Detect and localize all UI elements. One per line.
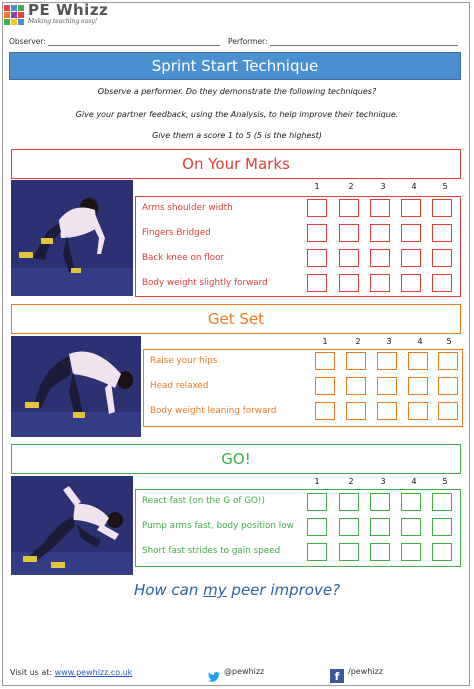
- twitter-icon[interactable]: [208, 672, 220, 682]
- score-number: 5: [442, 182, 448, 191]
- score-checkbox[interactable]: [370, 493, 390, 511]
- criterion-label: Arms shoulder width: [142, 203, 233, 213]
- score-checkbox[interactable]: [408, 377, 428, 395]
- score-number: 5: [446, 337, 452, 346]
- on-your-marks-photo: [11, 180, 133, 296]
- score-checkbox[interactable]: [377, 352, 397, 370]
- section-title: GO!: [221, 450, 251, 468]
- criterion-label: React fast (on the G of GO!): [142, 496, 265, 506]
- score-number: 3: [386, 337, 392, 346]
- footer-visit: [10, 668, 132, 677]
- logo-icon: [4, 5, 24, 25]
- score-number: 1: [314, 477, 320, 486]
- score-checkbox[interactable]: [432, 274, 452, 292]
- score-checkbox[interactable]: [339, 224, 359, 242]
- score-checkbox[interactable]: [438, 402, 458, 420]
- score-checkbox[interactable]: [438, 377, 458, 395]
- score-checkbox[interactable]: [307, 224, 327, 242]
- score-checkbox[interactable]: [432, 224, 452, 242]
- section-heading-get-set: [11, 304, 461, 334]
- title-bar: [9, 52, 461, 80]
- score-checkbox[interactable]: [307, 249, 327, 267]
- criterion-label: Short fast strides to gain speed: [142, 546, 281, 556]
- score-checkbox[interactable]: [401, 518, 421, 536]
- score-checkbox[interactable]: [370, 249, 390, 267]
- instruction-1: Observe a performer. Do they demonstrate the following techniques?: [97, 87, 377, 96]
- score-number: 2: [348, 182, 354, 191]
- score-checkbox[interactable]: [346, 402, 366, 420]
- score-checkbox[interactable]: [315, 402, 335, 420]
- score-checkbox[interactable]: [401, 493, 421, 511]
- twitter-handle[interactable]: @pewhizz: [224, 667, 265, 676]
- score-number: 4: [411, 477, 417, 486]
- get-set-photo: [11, 336, 141, 437]
- score-checkbox[interactable]: [339, 274, 359, 292]
- score-checkbox[interactable]: [377, 402, 397, 420]
- score-checkbox[interactable]: [346, 352, 366, 370]
- score-checkbox[interactable]: [307, 543, 327, 561]
- score-checkbox[interactable]: [315, 352, 335, 370]
- criterion-label: Body weight slightly forward: [142, 278, 268, 288]
- section-heading-on-your-marks: [11, 149, 461, 179]
- score-checkbox[interactable]: [307, 493, 327, 511]
- score-checkbox[interactable]: [370, 199, 390, 217]
- performer-field[interactable]: [228, 37, 458, 46]
- score-checkbox[interactable]: [339, 199, 359, 217]
- score-checkbox[interactable]: [346, 377, 366, 395]
- score-checkbox[interactable]: [432, 543, 452, 561]
- criterion-label: Body weight leaning forward: [150, 406, 277, 416]
- score-number: 1: [322, 337, 328, 346]
- criterion-label: Raise your hips: [150, 356, 218, 366]
- score-checkbox[interactable]: [307, 518, 327, 536]
- question-underlined-word: my: [203, 581, 227, 599]
- score-checkbox[interactable]: [370, 543, 390, 561]
- score-number: 2: [348, 477, 354, 486]
- score-checkbox[interactable]: [377, 377, 397, 395]
- score-checkbox[interactable]: [432, 249, 452, 267]
- score-number: 5: [442, 477, 448, 486]
- score-checkbox[interactable]: [339, 543, 359, 561]
- go-photo: [11, 476, 133, 575]
- instruction-2: Give your partner feedback, using the Analysis, to help improve their technique.: [75, 110, 399, 119]
- brand-name: PE Whizz: [28, 1, 109, 19]
- score-number: 1: [314, 182, 320, 191]
- score-checkbox[interactable]: [438, 352, 458, 370]
- question-part-2: peer improve?: [226, 581, 341, 599]
- score-number: 4: [417, 337, 423, 346]
- observer-label: Observer:: [9, 37, 46, 46]
- observer-field[interactable]: [9, 37, 220, 46]
- website-link[interactable]: www.pewhizz.co.uk: [54, 668, 133, 677]
- facebook-icon[interactable]: f: [330, 669, 344, 683]
- score-checkbox[interactable]: [307, 274, 327, 292]
- peer-improve-question: [0, 581, 474, 599]
- score-checkbox[interactable]: [401, 274, 421, 292]
- observer-line: [48, 38, 220, 46]
- criterion-label: Head relaxed: [150, 381, 209, 391]
- question-part-1: How can: [133, 581, 204, 599]
- score-checkbox[interactable]: [401, 543, 421, 561]
- score-checkbox[interactable]: [339, 493, 359, 511]
- score-checkbox[interactable]: [401, 199, 421, 217]
- visit-label: Visit us at:: [10, 668, 55, 677]
- criterion-label: Pump arms fast, body position low: [142, 521, 294, 531]
- performer-label: Performer:: [228, 37, 268, 46]
- score-checkbox[interactable]: [408, 402, 428, 420]
- score-checkbox[interactable]: [401, 249, 421, 267]
- score-checkbox[interactable]: [408, 352, 428, 370]
- score-checkbox[interactable]: [370, 274, 390, 292]
- brand-tagline: Making teaching easy!: [28, 18, 98, 25]
- instruction-3: Give them a score 1 to 5 (5 is the highest): [152, 131, 322, 140]
- score-checkbox[interactable]: [401, 224, 421, 242]
- score-checkbox[interactable]: [339, 518, 359, 536]
- section-heading-go: [11, 444, 461, 474]
- criterion-label: Back knee on floor: [142, 253, 225, 263]
- section-title: Get Set: [207, 310, 265, 328]
- criterion-label: Fingers Bridged: [142, 228, 211, 238]
- pe-whizz-logo: [4, 3, 108, 25]
- score-checkbox[interactable]: [315, 377, 335, 395]
- score-number: 4: [411, 182, 417, 191]
- page-title: Sprint Start Technique: [151, 57, 319, 75]
- score-number: 2: [355, 337, 361, 346]
- score-checkbox[interactable]: [432, 493, 452, 511]
- score-checkbox[interactable]: [339, 249, 359, 267]
- section-title: On Your Marks: [182, 155, 290, 173]
- facebook-handle[interactable]: /pewhizz: [348, 667, 383, 676]
- score-number: 3: [380, 477, 386, 486]
- score-checkbox[interactable]: [370, 224, 390, 242]
- score-checkbox[interactable]: [432, 518, 452, 536]
- score-checkbox[interactable]: [307, 199, 327, 217]
- score-number: 3: [380, 182, 386, 191]
- score-checkbox[interactable]: [432, 199, 452, 217]
- performer-line: [270, 38, 458, 46]
- score-checkbox[interactable]: [370, 518, 390, 536]
